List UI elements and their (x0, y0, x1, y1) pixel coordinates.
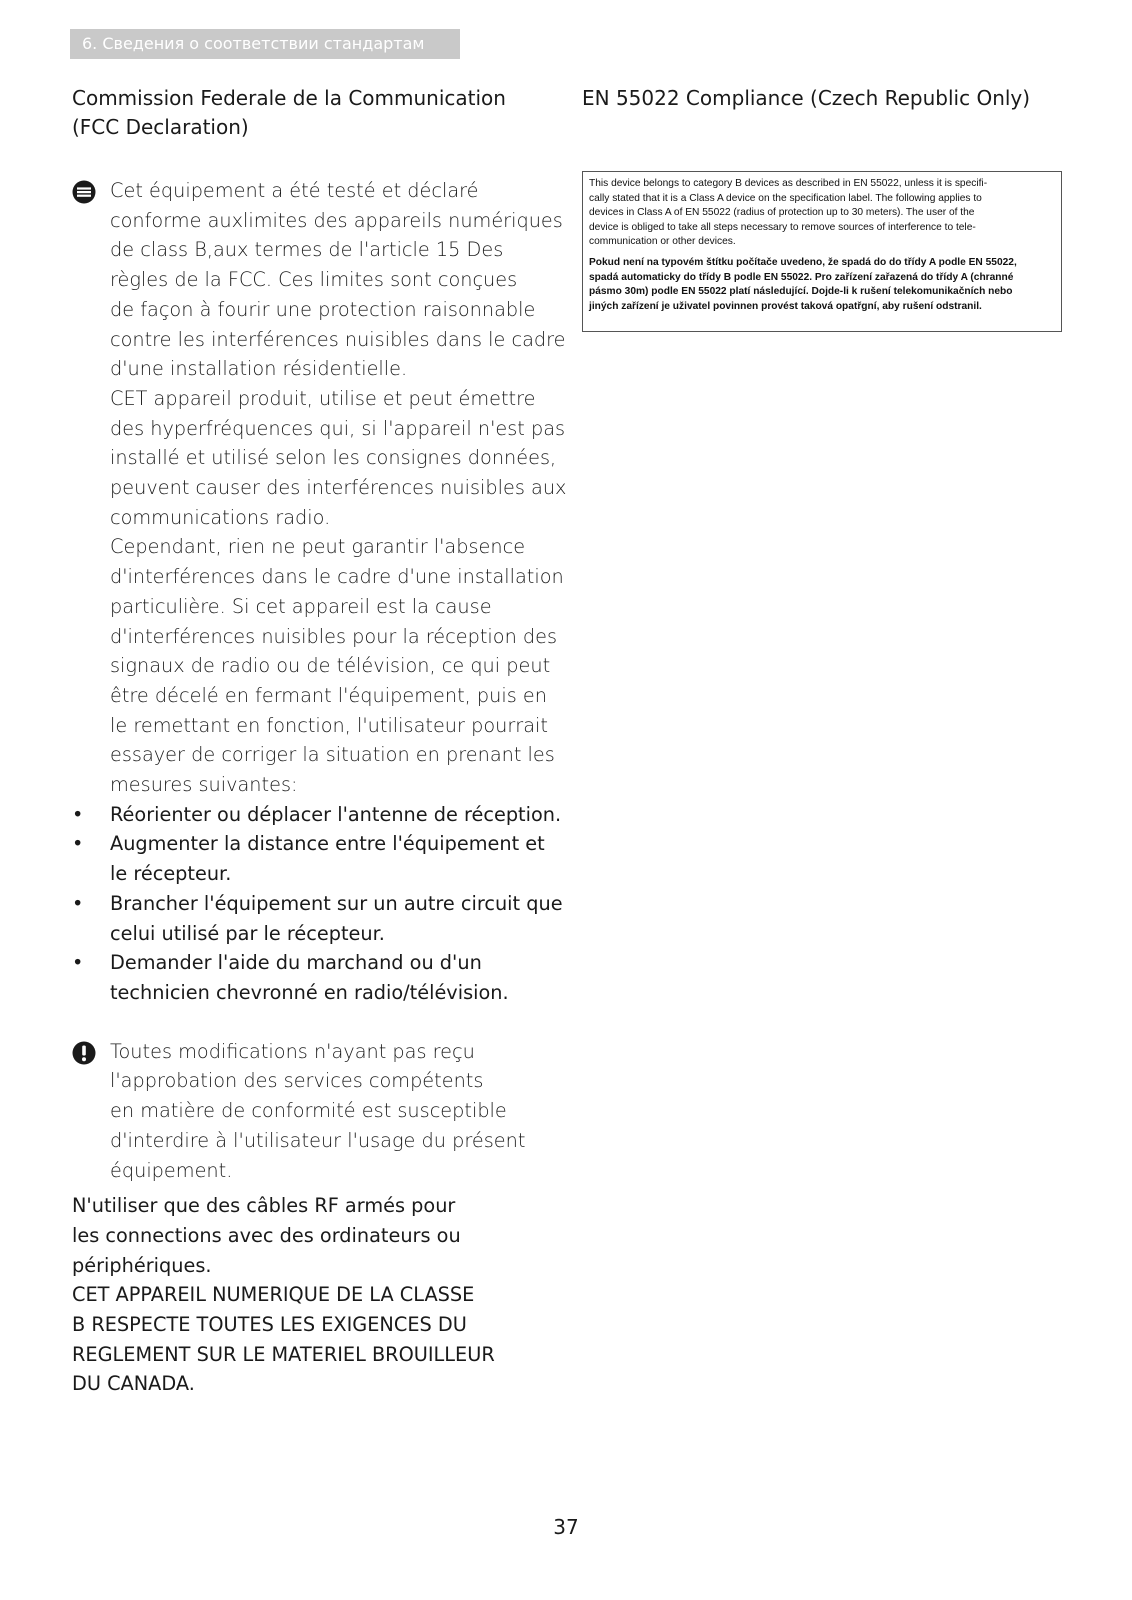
canada-notice (72, 1280, 567, 1399)
note-line: de façon à fourir une protection raisonnable (110, 297, 536, 321)
chapter-tab: 6. Сведения о соответствии стандартам (70, 29, 460, 59)
note-line: installé et utilisé selon les consignes données, (110, 446, 557, 470)
list-item-text: Demander l'aide du marchand ou d'un (110, 951, 482, 975)
list-item (72, 829, 567, 888)
box-line: spadá automaticky do třídy B podle EN 55022. Pro zařízení zařazená do třídy A (chranné (589, 271, 1014, 283)
cable-line: N'utiliser que des câbles RF armés pour (72, 1194, 456, 1218)
exclamation-circle-icon (72, 1041, 96, 1065)
note-line: des hyperfréquences qui, si l'appareil n'est pas (110, 416, 566, 440)
note-line: CET appareil produit, utilise et peut émettre (110, 386, 536, 410)
list-item-text: technicien chevronné en radio/télévision. (110, 980, 509, 1004)
warning-line: d'interdire à l'utilisateur l'usage du présent (110, 1128, 526, 1152)
list-item (72, 889, 567, 948)
cable-line: les connections avec des ordinateurs ou (72, 1223, 461, 1247)
note-line: contre les interférences nuisibles dans le cadre (110, 327, 566, 351)
note-line: être décelé en fermant l'équipement, puis en (110, 683, 547, 707)
fcc-heading-line-2: (FCC Declaration) (72, 115, 249, 139)
box-english-text (589, 177, 1055, 250)
fcc-warning (72, 1037, 567, 1186)
note-paragraph-2 (110, 384, 567, 533)
note-line: d'une installation résidentielle. (110, 357, 408, 381)
note-line: essayer de corriger la situation en prenant les (110, 743, 555, 767)
note-line: peuvent causer des interférences nuisibles aux (110, 476, 567, 500)
measures-list (72, 800, 567, 1008)
note-line: d'interférences nuisibles pour la réception des (110, 624, 558, 648)
box-line: device is obliged to take all steps necessary to remove sources of interference to tele- (589, 221, 976, 233)
note-paragraph-1 (110, 176, 567, 384)
list-item-text: Brancher l'équipement sur un autre circuit que (110, 891, 563, 915)
page-number: 37 (553, 1515, 579, 1539)
box-line: Pokud není na typovém štítku počítače uvedeno, že spadá do do třídy A podle EN 55022, (589, 256, 1017, 268)
list-item (72, 800, 567, 830)
warning-line: équipement. (110, 1158, 233, 1182)
box-line: pásmo 30m) podle EN 55022 platí následující. Dojde-li k rušení telekomunikačních nebo (589, 286, 1013, 298)
note-pencil-icon (72, 180, 96, 204)
canada-line: CET APPAREIL NUMERIQUE DE LA CLASSE (72, 1283, 475, 1307)
box-line: communication or other devices. (589, 236, 736, 248)
note-line: règles de la FCC. Ces limites sont conçues (110, 268, 518, 292)
en55022-compliance-box (582, 171, 1062, 332)
fcc-section (72, 84, 567, 1399)
note-line: communications radio. (110, 505, 331, 529)
warning-line: l'approbation des services compétents (110, 1069, 484, 1093)
list-item (72, 948, 567, 1007)
cable-line: périphériques. (72, 1253, 212, 1277)
box-line: This device belongs to category B devices as described in EN 55022, unless it is specifi- (589, 178, 988, 189)
box-czech-text (589, 256, 1055, 314)
bullet-dot: • (72, 951, 84, 975)
bullet-dot: • (72, 802, 84, 826)
bullet-dot: • (72, 891, 84, 915)
note-line: Cet équipement a été testé et déclaré (110, 179, 479, 202)
fcc-heading-line-1: Commission Federale de la Communication (72, 86, 506, 110)
en55022-heading: EN 55022 Compliance (Czech Republic Only) (582, 86, 1031, 110)
note-line: particulière. Si cet appareil est la cause (110, 594, 492, 618)
note-line: d'interférences dans le cadre d'une installation (110, 565, 564, 589)
note-line: Cependant, rien ne peut garantir l'absence (110, 535, 526, 559)
fcc-heading (72, 84, 567, 142)
en55022-section (582, 84, 1062, 113)
note-paragraph-3 (110, 532, 567, 799)
note-line: mesures suivantes: (110, 773, 298, 797)
box-line: devices in Class A of EN 55022 (radius of protection up to 30 meters). The user of the (589, 207, 975, 219)
list-item-text: le récepteur. (110, 862, 232, 886)
fcc-note (72, 176, 567, 800)
list-item-text: celui utilisé par le récepteur. (110, 921, 385, 945)
list-item-text: Réorienter ou déplacer l'antenne de réception. (110, 802, 562, 826)
canada-line: DU CANADA. (72, 1372, 195, 1396)
note-line: le remettant en fonction, l'utilisateur pourrait (110, 713, 548, 737)
list-item-text: Augmenter la distance entre l'équipement et (110, 832, 545, 856)
canada-line: REGLEMENT SUR LE MATERIEL BROUILLEUR (72, 1342, 495, 1366)
cable-notice (72, 1191, 567, 1280)
box-line: jiných zařízení je uživatel povinnen provést taková opatřgní, aby rušení odstranil. (589, 300, 982, 312)
note-line: de class B,aux termes de l'article 15 Des (110, 238, 504, 262)
warning-line: Toutes modifications n'ayant pas reçu (110, 1039, 475, 1063)
warning-line: en matière de conformité est susceptible (110, 1099, 507, 1123)
canada-line: B RESPECTE TOUTES LES EXIGENCES DU (72, 1313, 467, 1337)
note-line: signaux de radio ou de télévision, ce qui peut (110, 654, 551, 678)
note-line: conforme auxlimites des appareils numériques (110, 208, 563, 232)
bullet-dot: • (72, 832, 84, 856)
box-line: cally stated that it is a Class A device on the specification label. The following applies to (589, 192, 982, 204)
